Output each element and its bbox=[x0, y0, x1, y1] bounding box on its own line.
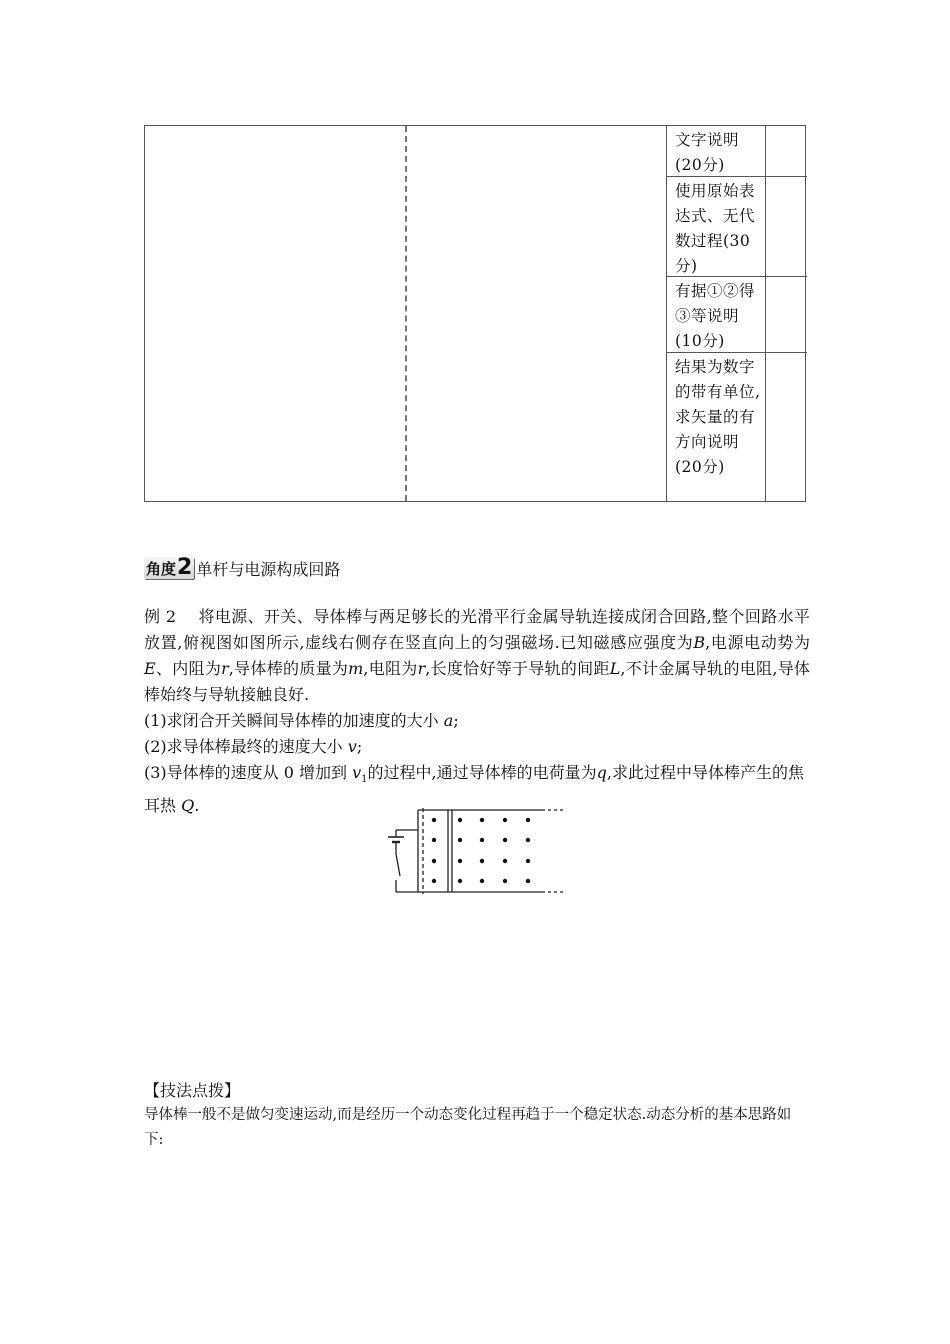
var-m: m bbox=[348, 659, 364, 678]
criteria-text: 使用原始表达式、无代数过程(30分) bbox=[675, 182, 756, 275]
var-a: a bbox=[443, 711, 454, 730]
problem-text: ,长度恰好等于导轨的间距 bbox=[425, 659, 610, 678]
criteria-row bbox=[667, 177, 807, 277]
var-r: r bbox=[417, 659, 426, 678]
question-text: ,求此过程中导体棒产生的焦耳热 bbox=[144, 763, 804, 816]
section-heading bbox=[144, 555, 340, 581]
problem-text: 将电源、开关、导体棒与两足够长的光滑平行金属导轨连接成闭合回路,整个回路水平放置,俯视图如图所示,虚线右侧存在竖直向上的匀强磁场.已知磁感应强度为 bbox=[144, 607, 810, 652]
question-2 bbox=[144, 734, 810, 760]
question-text: (3)导体棒的速度从 0 增加到 bbox=[144, 763, 348, 782]
criteria-text: 有据①②得③等说明(10分) bbox=[675, 282, 756, 350]
criteria-row bbox=[667, 277, 807, 353]
example-label: 例 2 bbox=[144, 607, 177, 626]
question-text: (2)求导体棒最终的速度大小 bbox=[144, 737, 343, 756]
problem-intro bbox=[144, 604, 810, 708]
var-q: q bbox=[596, 763, 607, 782]
section-title: 单杆与电源构成回路 bbox=[196, 559, 341, 579]
subscript: 1 bbox=[361, 774, 368, 786]
criteria-row bbox=[667, 126, 807, 177]
var-L: L bbox=[609, 659, 621, 678]
problem-text: 、内阻为 bbox=[155, 659, 222, 678]
var-r: r bbox=[221, 659, 229, 678]
punct: ; bbox=[356, 737, 363, 756]
circuit-diagram bbox=[384, 804, 566, 904]
var-E: E bbox=[144, 659, 156, 678]
problem-text: ,电阻为 bbox=[363, 659, 418, 678]
criteria-text: 结果为数字的带有单位,求矢量的有方向说明(20分) bbox=[675, 358, 761, 476]
switch-icon bbox=[396, 854, 400, 876]
punct: ; bbox=[453, 711, 459, 730]
tips-body: 导体棒一般不是做匀变速运动,而是经历一个动态变化过程再趋于一个稳定状态.动态分析的基本思路如下: bbox=[144, 1107, 792, 1148]
problem-text: ,不计金属导轨的电阻,导体棒始终与导轨接触良好. bbox=[144, 659, 810, 704]
tips-title: 【技法点拨】 bbox=[144, 1081, 241, 1100]
question-text: 的过程中,通过导体棒的电荷量为 bbox=[367, 763, 597, 782]
punct: . bbox=[194, 796, 200, 816]
criteria-text: 文字说明(20分) bbox=[675, 131, 740, 174]
question-text: (1)求闭合开关瞬间导体棒的加速度的大小 bbox=[144, 711, 439, 730]
dashed-divider bbox=[405, 126, 407, 501]
angle-badge bbox=[144, 557, 194, 579]
var-v1: v bbox=[352, 763, 362, 782]
angle-badge-number: 2 bbox=[177, 555, 193, 580]
problem-text: ,导体棒的质量为 bbox=[228, 659, 349, 678]
angle-badge-label: 角度 bbox=[146, 559, 177, 578]
var-v: v bbox=[347, 737, 357, 756]
criteria-row bbox=[667, 353, 807, 503]
question-1 bbox=[144, 708, 810, 734]
grading-table bbox=[144, 125, 806, 502]
var-Q: Q bbox=[181, 796, 195, 816]
magnetic-field-dots bbox=[432, 818, 530, 883]
var-B: B bbox=[693, 633, 706, 652]
example-problem bbox=[144, 604, 810, 819]
problem-text: ,电源电动势为 bbox=[705, 633, 810, 652]
